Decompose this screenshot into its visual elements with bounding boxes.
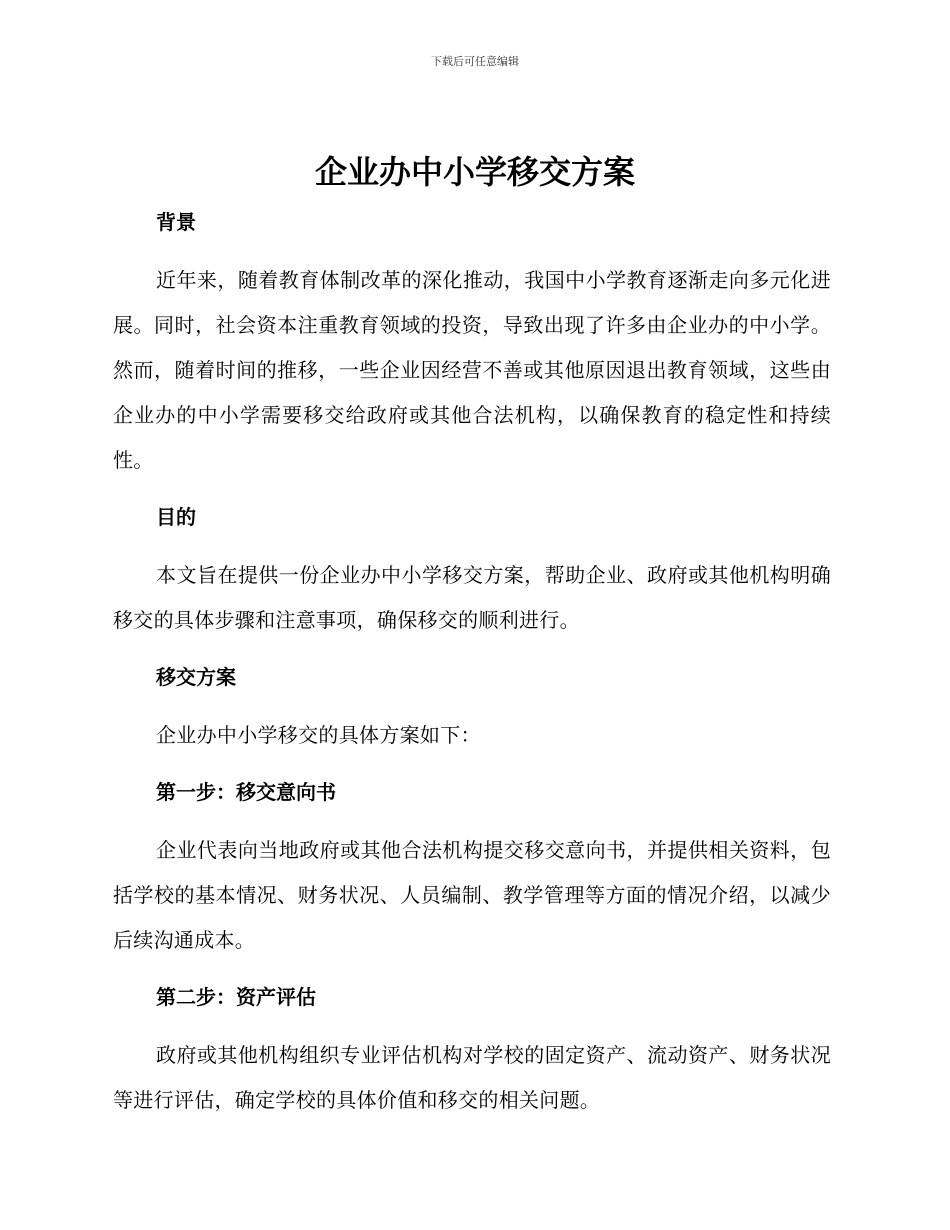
section-paragraph-step1: 企业代表向当地政府或其他合法机构提交移交意向书，并提供相关资料，包括学校的基本情况、财务状况、人员编制、教学管理等方面的情况介绍，以减少后续沟通成本。 bbox=[113, 838, 831, 952]
section-heading-plan: 移交方案 bbox=[156, 665, 236, 689]
section-heading-step1: 第一步：移交意向书 bbox=[156, 780, 336, 804]
document-title: 企业办中小学移交方案 bbox=[314, 153, 635, 191]
section-heading-background: 背景 bbox=[156, 210, 196, 234]
page-header: 下载后可任意编辑 bbox=[431, 55, 519, 68]
section-heading-purpose: 目的 bbox=[156, 505, 196, 529]
document-body bbox=[113, 202, 831, 1137]
section-paragraph-plan: 企业办中小学移交的具体方案如下： bbox=[156, 723, 481, 747]
section-paragraph-purpose: 本文旨在提供一份企业办中小学移交方案，帮助企业、政府或其他机构明确移交的具体步骤和注意事项，确保移交的顺利进行。 bbox=[113, 563, 831, 632]
section-paragraph-step2: 政府或其他机构组织专业评估机构对学校的固定资产、流动资产、财务状况等进行评估，确定学校的具体价值和移交的相关问题。 bbox=[113, 1043, 831, 1112]
section-heading-step2: 第二步：资产评估 bbox=[156, 985, 316, 1009]
section-paragraph-background: 近年来，随着教育体制改革的深化推动，我国中小学教育逐渐走向多元化进展。同时，社会资本注重教育领域的投资，导致出现了许多由企业办的中小学。然而，随着时间的推移，一些企业因经营不善或其他原因退出教育领域，这些由企业办的中小学需要移交给政府或其他合法机构，以确保教育的稳定性和持续性。 bbox=[113, 268, 831, 472]
